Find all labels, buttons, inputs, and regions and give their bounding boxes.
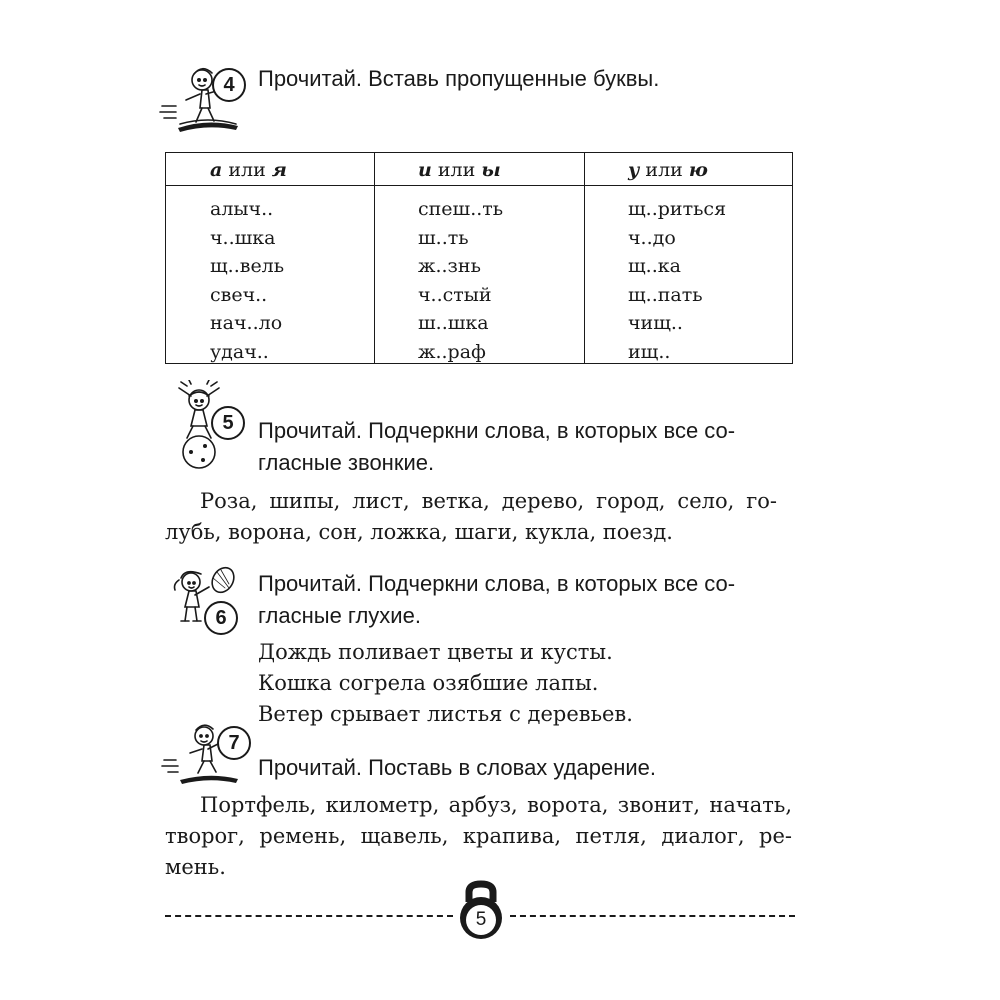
table-cell: нач..ло: [210, 312, 283, 335]
table-cell: ч..стый: [418, 283, 492, 306]
table-cell: ш..ть: [418, 226, 469, 249]
task-instruction: Прочитай. Поставь в словах ударение.: [258, 755, 657, 780]
task-instruction: гласные глухие.: [258, 603, 421, 628]
exercise-text: [258, 637, 633, 730]
exercise-text-line: лубь, ворона, сон, ложка, шаги, кукла, поезд.: [165, 520, 673, 544]
task-number-badge: 7: [217, 726, 251, 760]
table-cell: щ..ка: [628, 255, 681, 278]
table-column: [210, 195, 284, 367]
table-cell: свеч..: [210, 283, 268, 306]
exercise-text-line: творог, ремень, щавель, крапива, петля, диалог, ре-: [165, 824, 792, 848]
exercise-text-line: мень.: [165, 855, 226, 879]
table-cell: ж..раф: [418, 340, 486, 363]
letters-table: [165, 152, 793, 364]
table-cell: удач..: [210, 340, 269, 363]
task-instruction: Прочитай. Вставь пропущенные буквы.: [258, 66, 660, 91]
table-column: [418, 195, 503, 367]
task-number-badge: 6: [204, 601, 238, 635]
task-instruction: гласные звонкие.: [258, 450, 435, 475]
exercise-text-line: Портфель, километр, арбуз, ворота, звонит, начать,: [200, 793, 792, 817]
table-cell: ч..шка: [210, 226, 276, 249]
exercise-text-line: Кошка согрела озябшие лапы.: [258, 671, 599, 695]
table-cell: ш..шка: [418, 312, 489, 335]
task-number-badge: 4: [212, 68, 246, 102]
table-header-cell: а или я: [210, 159, 287, 181]
task-instruction: Прочитай. Подчеркни слова, в которых все со-: [258, 418, 736, 443]
table-cell: щ..риться: [628, 198, 727, 220]
table-cell: ж..знь: [418, 255, 481, 278]
task-number-badge: 5: [211, 406, 245, 440]
exercise-text-line: Ветер срывает листья с деревьев.: [258, 702, 633, 726]
task-instruction: Прочитай. Подчеркни слова, в которых все со-: [258, 571, 736, 596]
exercise-text-line: Роза, шипы, лист, ветка, дерево, город, село, го-: [200, 489, 777, 513]
table-cell: щ..вель: [210, 255, 285, 278]
footer-divider: [510, 915, 795, 917]
table-header-cell: у или ю: [628, 159, 708, 181]
table-cell: чищ..: [628, 312, 683, 335]
table-cell: алыч..: [210, 198, 274, 220]
table-header-cell: и или ы: [418, 159, 501, 181]
page-number: 5: [466, 905, 496, 935]
exercise-text-line: Дождь поливает цветы и кусты.: [258, 640, 613, 664]
table-cell: ищ..: [628, 340, 671, 363]
table-column: [628, 195, 726, 367]
footer-divider: [165, 915, 453, 917]
table-cell: щ..пать: [628, 283, 703, 306]
table-cell: ч..до: [628, 226, 676, 249]
table-cell: спеш..ть: [418, 198, 504, 220]
